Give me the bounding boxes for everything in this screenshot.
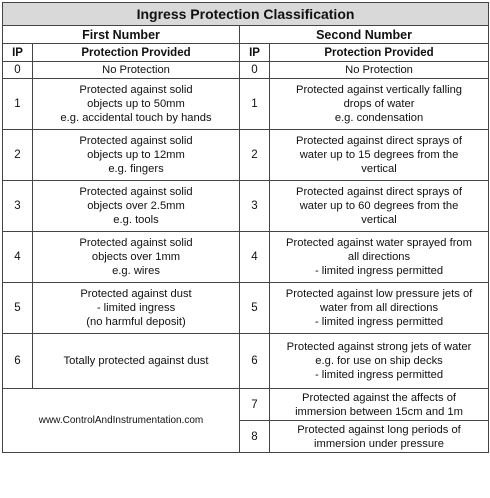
second_number-ip-0: 0 — [240, 62, 270, 79]
protection-text-line: Protected against direct sprays of — [295, 135, 463, 147]
protection-text-line: water up to 60 degrees from the — [299, 200, 459, 212]
first_number-protection-1 — [33, 79, 240, 130]
second_number-ip-3: 3 — [240, 181, 270, 232]
first-ip-header: IP — [3, 44, 33, 62]
second_number-protection-1 — [270, 79, 489, 130]
protection-text-line: (no harmful deposit) — [86, 316, 186, 328]
first_number-protection-6 — [33, 334, 240, 389]
protection-text-line: No Protection — [102, 64, 170, 76]
first_number-protection-4 — [33, 232, 240, 283]
second_number-protection-5 — [270, 283, 489, 334]
table-title: Ingress Protection Classification — [3, 3, 489, 26]
protection-text-line: - limited ingress permitted — [314, 369, 444, 381]
protection-text-line: water from all directions — [319, 302, 439, 314]
table-row — [3, 79, 489, 130]
protection-text-line: e.g. wires — [112, 265, 160, 277]
protection-text-line: immersion under pressure — [314, 437, 444, 450]
second_number-ip-2: 2 — [240, 130, 270, 181]
first_number-ip-3: 3 — [3, 181, 33, 232]
second_number-protection-3 — [270, 181, 489, 232]
second_number-protection-2 — [270, 130, 489, 181]
first_number-protection-5 — [33, 283, 240, 334]
website-credit: www.ControlAndInstrumentation.com — [3, 389, 240, 453]
first-number-heading: First Number — [3, 26, 240, 44]
protection-text-line: Protected against solid — [79, 186, 193, 198]
protection-text-line: No Protection — [345, 64, 413, 76]
protection-text-line: objects up to 12mm — [87, 149, 185, 161]
table-row — [3, 232, 489, 283]
protection-text-line: - limited ingress permitted — [314, 265, 444, 277]
protection-text-line: vertical — [361, 214, 397, 226]
second_number-ip-6: 6 — [240, 334, 270, 389]
protection-text-line: Protected against low pressure jets of — [285, 288, 473, 300]
table-row — [3, 181, 489, 232]
ip-classification-table — [2, 2, 489, 453]
second_number-ip-1: 1 — [240, 79, 270, 130]
protection-text-line: drops of water — [343, 98, 415, 110]
protection-text-line: objects up to 50mm — [87, 98, 185, 110]
protection-text-line: Protected against long periods of — [297, 423, 461, 436]
first_number-ip-1: 1 — [3, 79, 33, 130]
second-protection-header: Protection Provided — [270, 44, 489, 62]
protection-text-line: Protected against solid — [79, 135, 193, 147]
protection-text-line: vertical — [361, 163, 397, 175]
protection-text-line: e.g. fingers — [108, 163, 164, 175]
first-protection-header: Protection Provided — [33, 44, 240, 62]
second_number-protection-7 — [270, 389, 489, 421]
first_number-ip-6: 6 — [3, 334, 33, 389]
table-row — [3, 130, 489, 181]
protection-text-line: Totally protected against dust — [63, 355, 209, 367]
protection-text-line: Protected against solid — [79, 84, 193, 96]
first_number-protection-2 — [33, 130, 240, 181]
protection-text-line: Protected against water sprayed from — [286, 237, 472, 249]
protection-text-line: - limited ingress permitted — [314, 316, 444, 328]
first_number-ip-0: 0 — [3, 62, 33, 79]
protection-text-line: objects over 2.5mm — [87, 200, 185, 212]
table-row — [3, 389, 489, 421]
first_number-ip-4: 4 — [3, 232, 33, 283]
second-ip-header: IP — [240, 44, 270, 62]
second_number-protection-6 — [270, 334, 489, 389]
second_number-protection-8 — [270, 421, 489, 453]
protection-text-line: e.g. accidental touch by hands — [60, 112, 212, 124]
table-row — [3, 62, 489, 79]
first_number-ip-5: 5 — [3, 283, 33, 334]
first_number-protection-3 — [33, 181, 240, 232]
second_number-ip-7: 7 — [240, 389, 270, 421]
second-number-heading: Second Number — [240, 26, 489, 44]
protection-text-line: objects over 1mm — [91, 251, 181, 263]
first_number-ip-2: 2 — [3, 130, 33, 181]
protection-text-line: Protected against vertically falling — [295, 84, 463, 96]
second_number-protection-0 — [270, 62, 489, 79]
protection-text-line: Protected against direct sprays of — [295, 186, 463, 198]
table-row — [3, 334, 489, 389]
protection-text-line: Protected against strong jets of water — [286, 341, 472, 353]
second_number-ip-5: 5 — [240, 283, 270, 334]
protection-text-line: Protected against dust — [80, 288, 192, 300]
protection-text-line: Protected against solid — [79, 237, 193, 249]
protection-text-line: e.g. for use on ship decks — [315, 355, 443, 367]
protection-text-line: - limited ingress — [96, 302, 176, 314]
protection-text-line: e.g. tools — [113, 214, 159, 226]
protection-text-line: water up to 15 degrees from the — [299, 149, 459, 161]
first_number-protection-0 — [33, 62, 240, 79]
second_number-ip-4: 4 — [240, 232, 270, 283]
protection-text-line: immersion between 15cm and 1m — [295, 405, 463, 418]
second_number-ip-8: 8 — [240, 421, 270, 453]
protection-text-line: Protected against the affects of — [302, 391, 457, 404]
protection-text-line: e.g. condensation — [334, 112, 424, 124]
second_number-protection-4 — [270, 232, 489, 283]
protection-text-line: all directions — [347, 251, 411, 263]
table-row — [3, 283, 489, 334]
